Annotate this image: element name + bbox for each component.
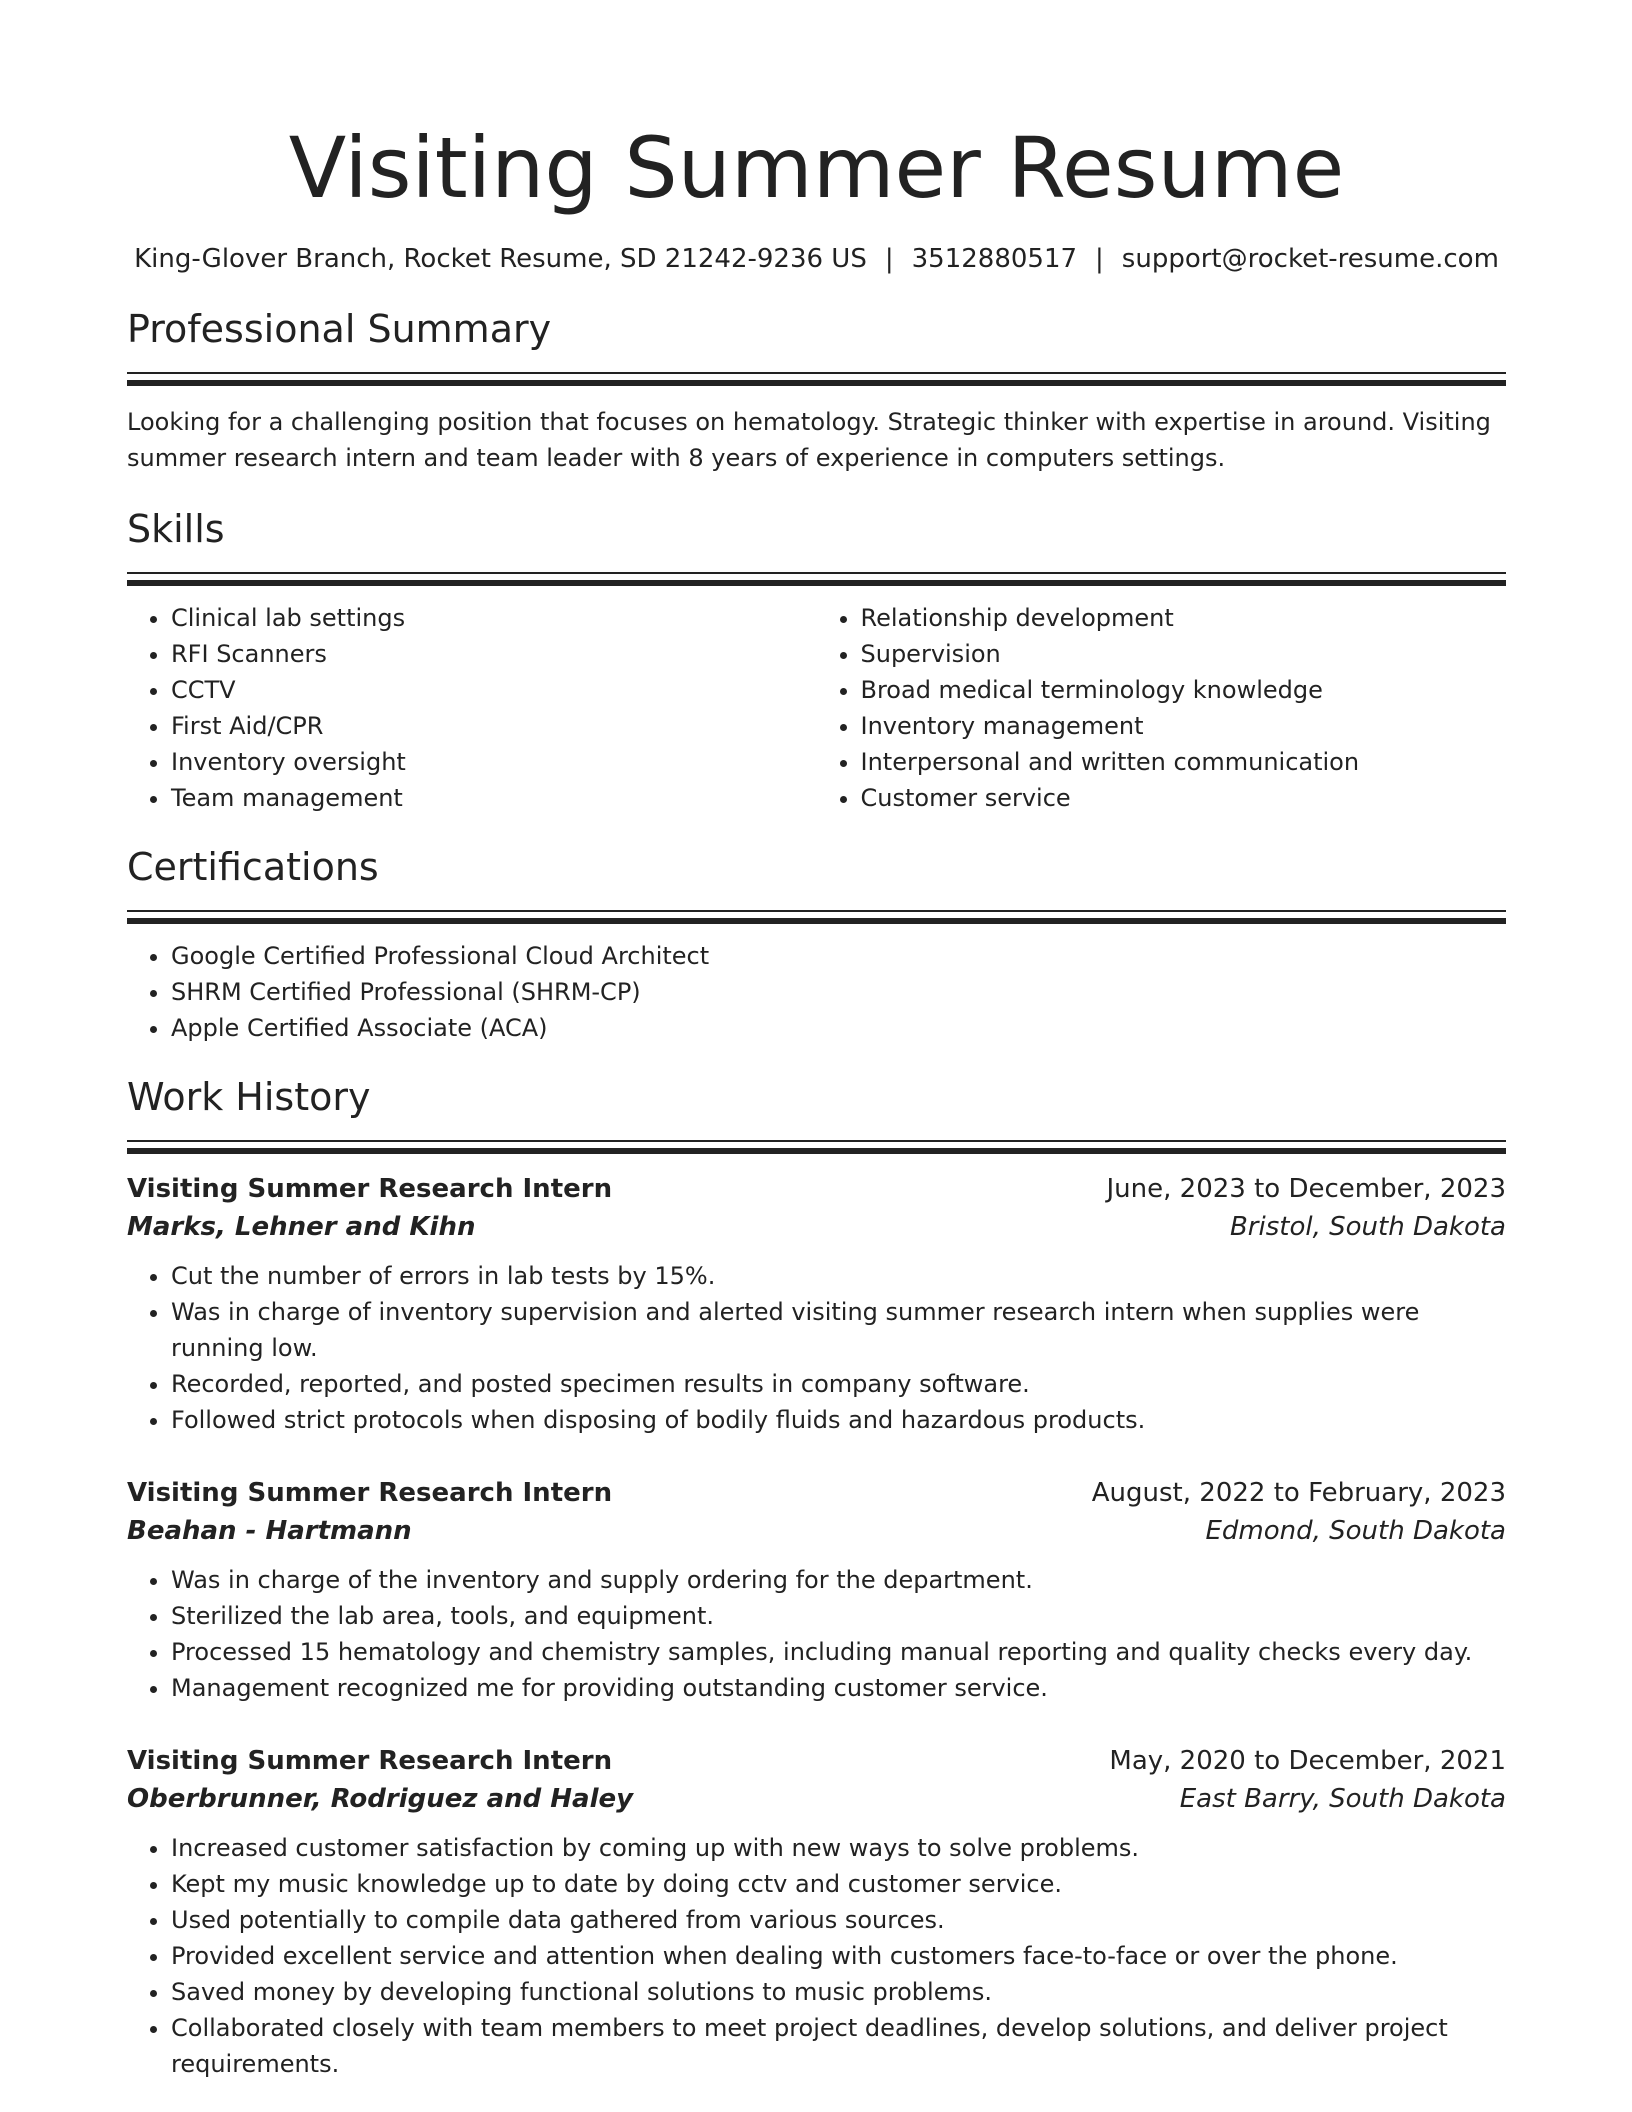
job-company: Oberbrunner, Rodriguez and Haley	[127, 1784, 634, 1814]
job-bullet: • Followed strict protocols when disposing of bodily fluids and hazardous products.	[171, 1402, 1506, 1438]
certifications-list	[127, 938, 1506, 1046]
job-bullet: • Increased customer satisfaction by coming up with new ways to solve problems.	[171, 1830, 1506, 1866]
contact-email: support@rocket-resume.com	[1121, 244, 1499, 274]
job-bullets	[127, 1258, 1506, 1438]
job-header-row	[127, 1170, 1506, 1208]
section-divider	[127, 572, 1506, 574]
job-location: Edmond, South Dakota	[1205, 1516, 1506, 1546]
certifications-section	[127, 844, 1506, 1046]
summary-section	[127, 306, 1506, 476]
skill-item: • Customer service	[861, 780, 1507, 816]
job-entry	[127, 1170, 1506, 1438]
job-bullet: • Was in charge of inventory supervision and alerted visiting summer research intern when supplies were running low.	[171, 1294, 1506, 1366]
job-bullet: • Kept my music knowledge up to date by doing cctv and customer service.	[171, 1866, 1506, 1902]
skill-item: • Clinical lab settings	[171, 600, 817, 636]
job-bullet: • Recorded, reported, and posted specimen results in company software.	[171, 1366, 1506, 1402]
section-title-work: Work History	[127, 1075, 371, 1119]
job-bullet: • Saved money by developing functional solutions to music problems.	[171, 1974, 1506, 2010]
section-title-certifications: Certifications	[127, 845, 379, 889]
skill-item: • Broad medical terminology knowledge	[861, 672, 1507, 708]
job-company-row	[127, 1208, 1506, 1246]
skills-list-right	[817, 600, 1507, 816]
work-history-section	[127, 1074, 1506, 2082]
skills-list-left	[127, 600, 817, 816]
section-divider	[127, 380, 1506, 386]
job-bullet: • Was in charge of the inventory and supply ordering for the department.	[171, 1562, 1506, 1598]
section-title-skills: Skills	[127, 507, 225, 551]
skill-item: • Team management	[171, 780, 817, 816]
job-header-row	[127, 1474, 1506, 1512]
section-title-summary: Professional Summary	[127, 307, 552, 351]
skill-item: • Inventory management	[861, 708, 1507, 744]
summary-text: Looking for a challenging position that focuses on hematology. Strategic thinker with expertise in around. Visiting summer research intern and team leader with 8 years of experience in computers settings.	[127, 408, 1491, 472]
job-location: Bristol, South Dakota	[1229, 1212, 1506, 1242]
job-dates: August, 2022 to February, 2023	[1091, 1478, 1506, 1508]
job-bullet: • Sterilized the lab area, tools, and equipment.	[171, 1598, 1506, 1634]
skill-item: • First Aid/CPR	[171, 708, 817, 744]
contact-separator: |	[884, 244, 894, 274]
skill-item: • Interpersonal and written communication	[861, 744, 1507, 780]
job-bullet: • Provided excellent service and attention when dealing with customers face-to-face or over the phone.	[171, 1938, 1506, 1974]
skill-item: • CCTV	[171, 672, 817, 708]
section-divider	[127, 580, 1506, 586]
job-title: Visiting Summer Research Intern	[127, 1478, 613, 1508]
job-dates: May, 2020 to December, 2021	[1109, 1746, 1506, 1776]
job-bullets	[127, 1830, 1506, 2082]
contact-separator: |	[1095, 244, 1104, 274]
section-divider	[127, 372, 1506, 374]
section-divider	[127, 918, 1506, 924]
job-company-row	[127, 1780, 1506, 1818]
job-location: East Barry, South Dakota	[1179, 1784, 1506, 1814]
job-bullet: • Used potentially to compile data gathered from various sources.	[171, 1902, 1506, 1938]
skill-item: • Relationship development	[861, 600, 1507, 636]
contact-address: King-Glover Branch, Rocket Resume, SD 21242-9236 US	[134, 244, 867, 274]
skills-section	[127, 506, 1506, 816]
job-bullet: • Management recognized me for providing outstanding customer service.	[171, 1670, 1506, 1706]
section-divider	[127, 1148, 1506, 1154]
job-title: Visiting Summer Research Intern	[127, 1174, 613, 1204]
job-header-row	[127, 1742, 1506, 1780]
contact-line	[127, 242, 1506, 276]
skill-item: • Supervision	[861, 636, 1507, 672]
resume-name: Visiting Summer Resume	[288, 119, 1345, 217]
job-entry	[127, 1474, 1506, 1706]
skill-item: • RFI Scanners	[171, 636, 817, 672]
section-divider	[127, 1140, 1506, 1142]
job-dates: June, 2023 to December, 2023	[1106, 1174, 1506, 1204]
job-bullets	[127, 1562, 1506, 1706]
section-divider	[127, 910, 1506, 912]
job-bullet: • Cut the number of errors in lab tests by 15%.	[171, 1258, 1506, 1294]
job-entry	[127, 1742, 1506, 2082]
job-company: Beahan - Hartmann	[127, 1516, 412, 1546]
job-bullet: • Processed 15 hematology and chemistry samples, including manual reporting and quality checks every day.	[171, 1634, 1506, 1670]
certification-item: • Google Certified Professional Cloud Architect	[171, 938, 1506, 974]
job-bullet: • Collaborated closely with team members to meet project deadlines, develop solutions, and deliver project requirements.	[171, 2010, 1506, 2082]
skills-columns	[127, 600, 1506, 816]
contact-phone: 3512880517	[911, 244, 1078, 274]
certification-item: • SHRM Certified Professional (SHRM-CP)	[171, 974, 1506, 1010]
skill-item: • Inventory oversight	[171, 744, 817, 780]
job-company-row	[127, 1512, 1506, 1550]
job-title: Visiting Summer Research Intern	[127, 1746, 613, 1776]
job-company: Marks, Lehner and Kihn	[127, 1212, 476, 1242]
certification-item: • Apple Certified Associate (ACA)	[171, 1010, 1506, 1046]
